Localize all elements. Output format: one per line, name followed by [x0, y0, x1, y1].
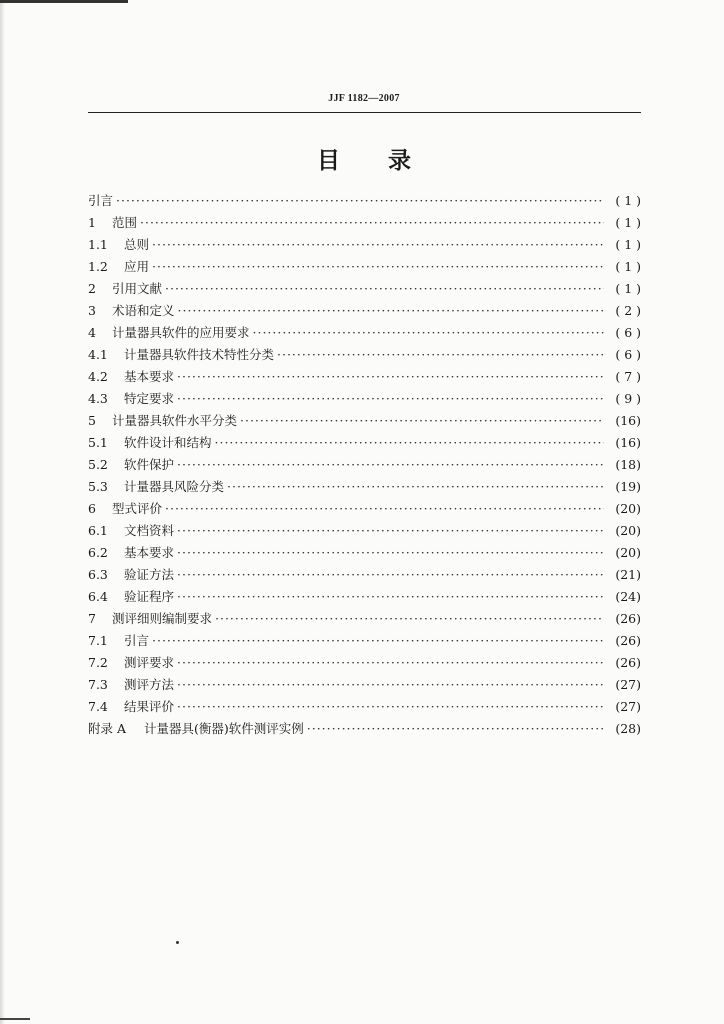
toc-entry-page: (28): [615, 721, 641, 736]
toc-entry-title: 应用: [124, 259, 150, 274]
toc-entry-title: 引用文献: [112, 281, 163, 296]
toc-entry-page: ( 1 ): [615, 237, 641, 252]
page-title: [88, 142, 640, 175]
dot-leader: [165, 498, 604, 520]
toc-entry-page: (20): [615, 523, 641, 538]
toc-entry-page: (21): [615, 567, 641, 582]
toc-entry-title: 文档资料: [124, 523, 175, 538]
dot-leader: [178, 300, 604, 322]
toc-entry-page: ( 9 ): [615, 391, 641, 406]
scan-edge: [0, 0, 5, 1024]
toc-entry-number: 4.2: [88, 369, 108, 384]
toc-entry-title: 软件设计和结构: [124, 435, 212, 450]
toc-entry-number: 7.2: [88, 655, 108, 670]
toc-entry-page: (20): [615, 545, 641, 560]
toc-entry-page: ( 1 ): [615, 259, 641, 274]
toc-entry-title: 计量器具软件水平分类: [112, 413, 238, 428]
scan-speck: [176, 941, 179, 944]
toc-entry[interactable]: [88, 300, 641, 322]
toc-entry-number: 7.3: [88, 677, 108, 692]
toc-entry-number: 1.2: [88, 259, 108, 274]
toc-entry[interactable]: [88, 630, 641, 652]
standard-code-header: JJF 1182—2007: [328, 93, 400, 104]
toc-entry-number: 5.2: [88, 457, 108, 472]
dot-leader: [177, 542, 604, 564]
toc-entry-page: (26): [615, 655, 641, 670]
dot-leader: [177, 674, 604, 696]
toc-entry-title: 总则: [124, 237, 150, 252]
toc-entry[interactable]: [88, 542, 641, 564]
toc-entry[interactable]: [88, 520, 641, 542]
toc-entry-number: 5.3: [88, 479, 108, 494]
dot-leader: [177, 366, 604, 388]
scan-bottom-mark: [0, 1018, 30, 1020]
toc-entry[interactable]: [88, 344, 641, 366]
toc-entry-number: 3: [88, 303, 96, 318]
dot-leader: [152, 256, 604, 278]
title-char-2: 录: [388, 148, 411, 174]
header-rule: [88, 112, 641, 113]
toc-entry-number: 4: [88, 325, 96, 340]
dot-leader: [177, 652, 604, 674]
dot-leader: [307, 718, 604, 740]
toc-entry-number: 7.1: [88, 633, 108, 648]
toc-entry-number: 6.3: [88, 567, 108, 582]
scan-corner-mark: [0, 0, 128, 3]
dot-leader: [253, 322, 604, 344]
toc-entry[interactable]: [88, 278, 641, 300]
toc-entry-page: (18): [615, 457, 641, 472]
toc-entry[interactable]: [88, 498, 641, 520]
toc-entry[interactable]: [88, 454, 641, 476]
dot-leader: [277, 344, 604, 366]
toc-entry[interactable]: [88, 608, 641, 630]
toc-entry-page: (27): [615, 699, 641, 714]
toc-entry[interactable]: [88, 432, 641, 454]
toc-entry-title: 范围: [112, 215, 138, 230]
toc-entry-page: ( 7 ): [615, 369, 641, 384]
toc-entry[interactable]: [88, 388, 641, 410]
toc-entry-page: ( 1 ): [615, 193, 641, 208]
dot-leader: [177, 564, 604, 586]
toc-entry-page: (24): [615, 589, 641, 604]
dot-leader: [177, 586, 604, 608]
toc-entry-page: ( 1 ): [615, 215, 641, 230]
toc-entry[interactable]: [88, 256, 641, 278]
toc-entry-page: (20): [615, 501, 641, 516]
toc-entry-title: 术语和定义: [112, 303, 175, 318]
toc-entry-title: 验证程序: [124, 589, 175, 604]
toc-entry-title: 测评细则编制要求: [112, 611, 213, 626]
toc-entry-number: 6: [88, 501, 96, 516]
toc-entry[interactable]: [88, 476, 641, 498]
toc-entry[interactable]: [88, 564, 641, 586]
toc-entry-title: 基本要求: [124, 545, 175, 560]
dot-leader: [177, 520, 604, 542]
toc-entry[interactable]: [88, 674, 641, 696]
toc-entry-title: 基本要求: [124, 369, 175, 384]
toc-entry[interactable]: [88, 190, 641, 212]
toc-entry-appendix[interactable]: [88, 718, 641, 740]
toc-entry-number: 2: [88, 281, 96, 296]
toc-entry-page: ( 6 ): [615, 325, 641, 340]
toc-entry[interactable]: [88, 366, 641, 388]
toc-entry-page: (16): [615, 413, 641, 428]
dot-leader: [240, 410, 604, 432]
toc-entry-title: 特定要求: [124, 391, 175, 406]
toc-entry-number: 5.1: [88, 435, 108, 450]
toc-entry-page: (27): [615, 677, 641, 692]
toc-entry[interactable]: [88, 234, 641, 256]
dot-leader: [165, 278, 604, 300]
dot-leader: [116, 190, 604, 212]
toc-entry-number: 7: [88, 611, 96, 626]
dot-leader: [215, 608, 604, 630]
toc-entry-number: 4.3: [88, 391, 108, 406]
dot-leader: [152, 630, 604, 652]
toc-entry[interactable]: [88, 322, 641, 344]
toc-entry-title: 计量器具软件的应用要求: [112, 325, 250, 340]
toc-entry-title: 软件保护: [124, 457, 175, 472]
toc-entry-number: 1.1: [88, 237, 108, 252]
toc-entry-number: 6.1: [88, 523, 108, 538]
toc-entry-title: 引言: [124, 633, 150, 648]
toc-entry-title: 测评方法: [124, 677, 175, 692]
dot-leader: [177, 454, 604, 476]
toc-entry-title: 计量器具风险分类: [124, 479, 225, 494]
dot-leader: [177, 696, 604, 718]
toc-entry-page: (19): [615, 479, 641, 494]
dot-leader: [215, 432, 604, 454]
toc-entry-title: 验证方法: [124, 567, 175, 582]
toc-entry-page: ( 6 ): [615, 347, 641, 362]
toc-entry[interactable]: [88, 212, 641, 234]
toc-entry-title: 结果评价: [124, 699, 175, 714]
toc-entry-page: ( 2 ): [615, 303, 641, 318]
toc-entry-page: ( 1 ): [615, 281, 641, 296]
toc-entry[interactable]: [88, 652, 641, 674]
dot-leader: [152, 234, 604, 256]
toc-entry-page: (16): [615, 435, 641, 450]
title-char-1: 目: [317, 148, 340, 174]
toc-entry-title: 测评要求: [124, 655, 175, 670]
toc-entry-number: 6.4: [88, 589, 108, 604]
toc-entry[interactable]: [88, 696, 641, 718]
toc-entry-title: 型式评价: [112, 501, 163, 516]
toc-entry-number: 1: [88, 215, 96, 230]
toc-entry-number: 6.2: [88, 545, 108, 560]
toc-entry[interactable]: [88, 410, 641, 432]
dot-leader: [177, 388, 604, 410]
toc-entry-number: 附录 A: [88, 721, 127, 736]
toc-entry-page: (26): [615, 633, 641, 648]
toc-entry-number: 5: [88, 413, 96, 428]
table-of-contents: [88, 190, 641, 740]
toc-entry-number: 7.4: [88, 699, 108, 714]
toc-entry-page: (26): [615, 611, 641, 626]
toc-entry-number: 4.1: [88, 347, 108, 362]
dot-leader: [227, 476, 604, 498]
toc-entry[interactable]: [88, 586, 641, 608]
toc-entry-title: 计量器具软件技术特性分类: [124, 347, 275, 362]
toc-entry-title: 计量器具(衡器)软件测评实例: [144, 721, 304, 736]
dot-leader: [140, 212, 604, 234]
toc-entry-title: 引言: [88, 193, 114, 208]
